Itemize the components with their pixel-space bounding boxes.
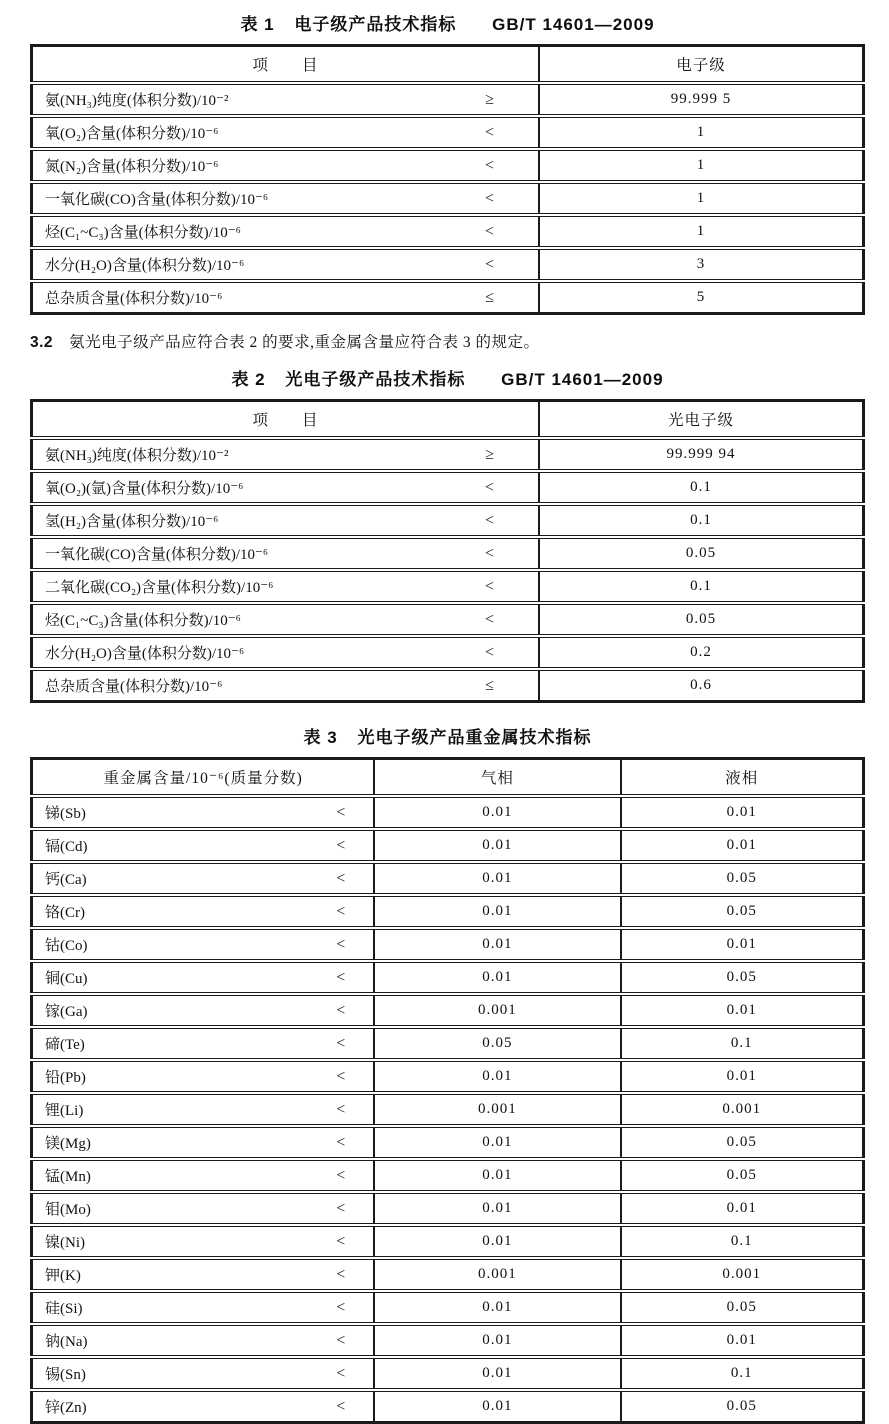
table-row	[32, 1324, 864, 1357]
table-row	[32, 1126, 864, 1159]
item-cell	[32, 862, 375, 895]
item-cell-content	[33, 642, 538, 663]
value-cell: 0.001	[374, 1258, 620, 1291]
item-label: 钙(Ca)	[45, 872, 87, 888]
value-cell: 1	[539, 182, 863, 215]
table-1-standard-ref: GB/T 14601—2009	[492, 15, 655, 34]
table-row	[32, 829, 864, 862]
table-row	[32, 994, 864, 1027]
item-label: 一氧化碳(CO)含量(体积分数)/10⁻⁶	[45, 547, 269, 563]
table-row	[32, 603, 864, 636]
item-cell-content	[33, 675, 538, 696]
comparison-operator: <	[336, 1232, 346, 1250]
comparison-operator: <	[336, 869, 346, 887]
table-row	[32, 636, 864, 669]
item-cell	[32, 1258, 375, 1291]
value-cell: 0.01	[374, 829, 620, 862]
value-cell: 0.05	[621, 1159, 864, 1192]
item-cell-content	[33, 477, 538, 498]
comparison-operator: ≤	[485, 676, 495, 694]
comparison-operator: <	[336, 1199, 346, 1217]
comparison-operator: <	[484, 511, 495, 529]
item-cell-content	[33, 89, 538, 110]
item-label: 锑(Sb)	[45, 806, 86, 822]
item-label: 碲(Te)	[45, 1037, 85, 1053]
item-cell	[32, 636, 540, 669]
value-cell: 1	[539, 215, 863, 248]
value-cell: 0.01	[374, 1390, 620, 1423]
table-row	[32, 1291, 864, 1324]
item-cell-content	[33, 1066, 373, 1087]
value-cell: 0.1	[621, 1357, 864, 1390]
comparison-operator: <	[484, 222, 495, 240]
comparison-operator: <	[484, 189, 495, 207]
comparison-operator: <	[484, 577, 495, 595]
item-cell	[32, 281, 540, 314]
item-cell	[32, 1093, 375, 1126]
comparison-operator: <	[336, 1265, 346, 1283]
table-3-label: 表 3	[303, 728, 338, 747]
value-cell: 99.999 94	[539, 438, 863, 471]
value-cell: 1	[539, 149, 863, 182]
table-1-title-text: 电子级产品技术指标	[294, 15, 457, 34]
comparison-operator: <	[336, 902, 346, 920]
comparison-operator: <	[336, 935, 346, 953]
item-cell-content	[33, 609, 538, 630]
item-cell-content	[33, 802, 373, 823]
item-cell	[32, 1390, 375, 1423]
value-cell: 0.01	[621, 1060, 864, 1093]
item-label: 锌(Zn)	[45, 1400, 87, 1416]
table-2-standard-ref: GB/T 14601—2009	[501, 370, 664, 389]
value-cell: 0.6	[539, 669, 863, 702]
value-cell: 0.01	[374, 928, 620, 961]
value-cell: 0.01	[374, 895, 620, 928]
item-label: 烃(C₁~C₃)含量(体积分数)/10⁻⁶	[45, 225, 241, 241]
table-row	[32, 961, 864, 994]
value-cell: 0.01	[374, 1357, 620, 1390]
item-cell	[32, 895, 375, 928]
table-row	[32, 1159, 864, 1192]
item-label: 锂(Li)	[45, 1103, 84, 1119]
item-cell	[32, 1225, 375, 1258]
item-cell	[32, 928, 375, 961]
table-row	[32, 862, 864, 895]
table-header-row	[32, 401, 864, 439]
value-cell: 1	[539, 116, 863, 149]
item-label: 镍(Ni)	[45, 1235, 85, 1251]
item-cell-content	[33, 934, 373, 955]
table-2-title-text: 光电子级产品技术指标	[285, 370, 466, 389]
item-label: 氢(H₂)含量(体积分数)/10⁻⁶	[45, 514, 219, 530]
table-row	[32, 471, 864, 504]
item-label: 硅(Si)	[45, 1301, 83, 1317]
table-row	[32, 182, 864, 215]
item-label: 氧(O₂)含量(体积分数)/10⁻⁶	[45, 126, 219, 142]
table-header-row	[32, 46, 864, 84]
table-row	[32, 1093, 864, 1126]
clause-number: 3.2	[30, 334, 54, 351]
value-cell: 0.001	[621, 1093, 864, 1126]
item-cell	[32, 438, 540, 471]
value-cell: 0.001	[621, 1258, 864, 1291]
comparison-operator: <	[484, 478, 495, 496]
item-cell	[32, 796, 375, 829]
item-cell	[32, 1192, 375, 1225]
item-label: 氨(NH₃)纯度(体积分数)/10⁻²	[45, 93, 229, 109]
column-header-heavy-metal-content: 重金属含量/10⁻⁶(质量分数)	[32, 759, 375, 797]
item-cell	[32, 1060, 375, 1093]
item-label: 锰(Mn)	[45, 1169, 91, 1185]
table-row	[32, 215, 864, 248]
value-cell: 0.01	[621, 1192, 864, 1225]
value-cell: 0.01	[374, 1225, 620, 1258]
value-cell: 0.05	[621, 862, 864, 895]
item-cell-content	[33, 1363, 373, 1384]
table-3-title	[30, 723, 865, 748]
item-label: 铅(Pb)	[45, 1070, 86, 1086]
value-cell: 3	[539, 248, 863, 281]
table-row	[32, 116, 864, 149]
value-cell: 0.1	[539, 504, 863, 537]
item-cell-content	[33, 967, 373, 988]
item-cell	[32, 1324, 375, 1357]
comparison-operator: <	[484, 255, 495, 273]
item-cell	[32, 471, 540, 504]
item-cell-content	[33, 1165, 373, 1186]
table-1-label: 表 1	[240, 15, 275, 34]
value-cell: 0.05	[539, 603, 863, 636]
value-cell: 0.001	[374, 994, 620, 1027]
comparison-operator: <	[484, 156, 495, 174]
item-cell	[32, 603, 540, 636]
item-cell	[32, 1027, 375, 1060]
table-row	[32, 1225, 864, 1258]
table-row	[32, 537, 864, 570]
column-header-grade: 电子级	[539, 46, 863, 84]
table-row	[32, 83, 864, 116]
value-cell: 0.01	[374, 1324, 620, 1357]
column-header-item: 项 目	[32, 401, 540, 439]
item-cell	[32, 1291, 375, 1324]
value-cell: 0.01	[374, 1060, 620, 1093]
value-cell: 0.01	[621, 928, 864, 961]
column-header-liquid-phase: 液相	[621, 759, 864, 797]
item-cell	[32, 961, 375, 994]
item-cell	[32, 182, 540, 215]
value-cell: 0.01	[374, 1192, 620, 1225]
comparison-operator: <	[336, 1034, 346, 1052]
table-1-electronic-grade-specs	[30, 44, 865, 315]
value-cell: 0.1	[539, 471, 863, 504]
comparison-operator: <	[336, 836, 346, 854]
value-cell: 0.01	[621, 796, 864, 829]
item-cell-content	[33, 1000, 373, 1021]
column-header-grade: 光电子级	[539, 401, 863, 439]
item-label: 烃(C₁~C₃)含量(体积分数)/10⁻⁶	[45, 613, 241, 629]
table-row	[32, 1258, 864, 1291]
value-cell: 0.01	[621, 994, 864, 1027]
item-label: 镓(Ga)	[45, 1004, 88, 1020]
item-label: 锡(Sn)	[45, 1367, 86, 1383]
value-cell: 0.05	[374, 1027, 620, 1060]
table-2-photoelectronic-grade-specs	[30, 399, 865, 703]
comparison-operator: <	[484, 123, 495, 141]
item-cell	[32, 570, 540, 603]
table-3-heavy-metal-specs	[30, 757, 865, 1424]
item-cell-content	[33, 510, 538, 531]
table-row	[32, 248, 864, 281]
comparison-operator: <	[336, 1067, 346, 1085]
comparison-operator: <	[336, 1298, 346, 1316]
item-label: 一氧化碳(CO)含量(体积分数)/10⁻⁶	[45, 192, 269, 208]
value-cell: 0.01	[621, 1324, 864, 1357]
item-label: 水分(H₂O)含量(体积分数)/10⁻⁶	[45, 646, 245, 662]
table-header-row	[32, 759, 864, 797]
comparison-operator: <	[484, 610, 495, 628]
table-row	[32, 281, 864, 314]
comparison-operator: <	[336, 1001, 346, 1019]
comparison-operator: <	[336, 1364, 346, 1382]
table-row	[32, 570, 864, 603]
item-cell-content	[33, 1330, 373, 1351]
comparison-operator: <	[336, 1397, 346, 1415]
item-cell-content	[33, 1198, 373, 1219]
value-cell: 0.01	[374, 862, 620, 895]
item-cell-content	[33, 155, 538, 176]
table-1-title	[30, 10, 865, 35]
item-label: 总杂质含量(体积分数)/10⁻⁶	[45, 679, 223, 695]
item-label: 铬(Cr)	[45, 905, 85, 921]
item-label: 钴(Co)	[45, 938, 88, 954]
comparison-operator: <	[336, 968, 346, 986]
item-cell	[32, 83, 540, 116]
item-label: 氨(NH₃)纯度(体积分数)/10⁻²	[45, 448, 229, 464]
item-cell-content	[33, 254, 538, 275]
item-cell	[32, 669, 540, 702]
item-cell-content	[33, 188, 538, 209]
value-cell: 0.1	[621, 1225, 864, 1258]
item-label: 镁(Mg)	[45, 1136, 91, 1152]
table-2-title	[30, 365, 865, 390]
item-cell	[32, 829, 375, 862]
comparison-operator: ≥	[485, 90, 495, 108]
comparison-operator: ≤	[485, 288, 495, 306]
item-cell	[32, 116, 540, 149]
item-cell-content	[33, 1231, 373, 1252]
value-cell: 0.1	[539, 570, 863, 603]
item-cell-content	[33, 444, 538, 465]
value-cell: 0.1	[621, 1027, 864, 1060]
comparison-operator: <	[336, 1331, 346, 1349]
table-2-label: 表 2	[231, 370, 266, 389]
table-row	[32, 1027, 864, 1060]
item-cell-content	[33, 287, 538, 308]
item-label: 氧(O₂)(氩)含量(体积分数)/10⁻⁶	[45, 481, 244, 497]
item-cell-content	[33, 1132, 373, 1153]
value-cell: 0.05	[621, 895, 864, 928]
table-row	[32, 504, 864, 537]
item-label: 水分(H₂O)含量(体积分数)/10⁻⁶	[45, 258, 245, 274]
comparison-operator: <	[336, 1166, 346, 1184]
item-label: 总杂质含量(体积分数)/10⁻⁶	[45, 291, 223, 307]
value-cell: 0.05	[621, 1291, 864, 1324]
column-header-item: 项 目	[32, 46, 540, 84]
table-row	[32, 1060, 864, 1093]
item-cell-content	[33, 543, 538, 564]
value-cell: 0.01	[374, 796, 620, 829]
table-row	[32, 1357, 864, 1390]
value-cell: 0.01	[621, 829, 864, 862]
value-cell: 0.2	[539, 636, 863, 669]
value-cell: 0.01	[374, 1291, 620, 1324]
item-cell-content	[33, 1033, 373, 1054]
item-label: 钾(K)	[45, 1268, 81, 1284]
table-row	[32, 438, 864, 471]
item-cell-content	[33, 221, 538, 242]
item-cell-content	[33, 868, 373, 889]
value-cell: 0.01	[374, 961, 620, 994]
comparison-operator: <	[336, 1100, 346, 1118]
item-cell	[32, 537, 540, 570]
value-cell: 0.05	[539, 537, 863, 570]
comparison-operator: ≥	[485, 445, 495, 463]
item-label: 二氧化碳(CO₂)含量(体积分数)/10⁻⁶	[45, 580, 274, 596]
clause-3-2	[30, 330, 865, 352]
value-cell: 0.05	[621, 1126, 864, 1159]
table-row	[32, 149, 864, 182]
item-label: 镉(Cd)	[45, 839, 88, 855]
item-cell-content	[33, 1099, 373, 1120]
value-cell: 99.999 5	[539, 83, 863, 116]
item-cell-content	[33, 1396, 373, 1417]
item-cell-content	[33, 122, 538, 143]
item-cell-content	[33, 901, 373, 922]
item-cell-content	[33, 1264, 373, 1285]
value-cell: 5	[539, 281, 863, 314]
value-cell: 0.01	[374, 1126, 620, 1159]
item-cell-content	[33, 1297, 373, 1318]
table-row	[32, 1390, 864, 1423]
column-header-gas-phase: 气相	[374, 759, 620, 797]
item-cell	[32, 248, 540, 281]
item-cell	[32, 1159, 375, 1192]
value-cell: 0.01	[374, 1159, 620, 1192]
item-cell	[32, 504, 540, 537]
table-row	[32, 1192, 864, 1225]
value-cell: 0.001	[374, 1093, 620, 1126]
item-cell-content	[33, 576, 538, 597]
item-cell	[32, 1126, 375, 1159]
comparison-operator: <	[336, 803, 346, 821]
comparison-operator: <	[336, 1133, 346, 1151]
item-cell	[32, 994, 375, 1027]
item-cell-content	[33, 835, 373, 856]
item-cell	[32, 149, 540, 182]
item-label: 氮(N₂)含量(体积分数)/10⁻⁶	[45, 159, 219, 175]
table-row	[32, 928, 864, 961]
table-3-title-text: 光电子级产品重金属技术指标	[357, 728, 592, 747]
item-cell	[32, 1357, 375, 1390]
item-label: 钼(Mo)	[45, 1202, 91, 1218]
item-label: 铜(Cu)	[45, 971, 88, 987]
item-label: 钠(Na)	[45, 1334, 88, 1350]
value-cell: 0.05	[621, 961, 864, 994]
item-cell	[32, 215, 540, 248]
value-cell: 0.05	[621, 1390, 864, 1423]
comparison-operator: <	[484, 544, 495, 562]
comparison-operator: <	[484, 643, 495, 661]
table-row	[32, 796, 864, 829]
clause-text: 氨光电子级产品应符合表 2 的要求,重金属含量应符合表 3 的规定。	[69, 334, 540, 351]
table-row	[32, 895, 864, 928]
table-row	[32, 669, 864, 702]
